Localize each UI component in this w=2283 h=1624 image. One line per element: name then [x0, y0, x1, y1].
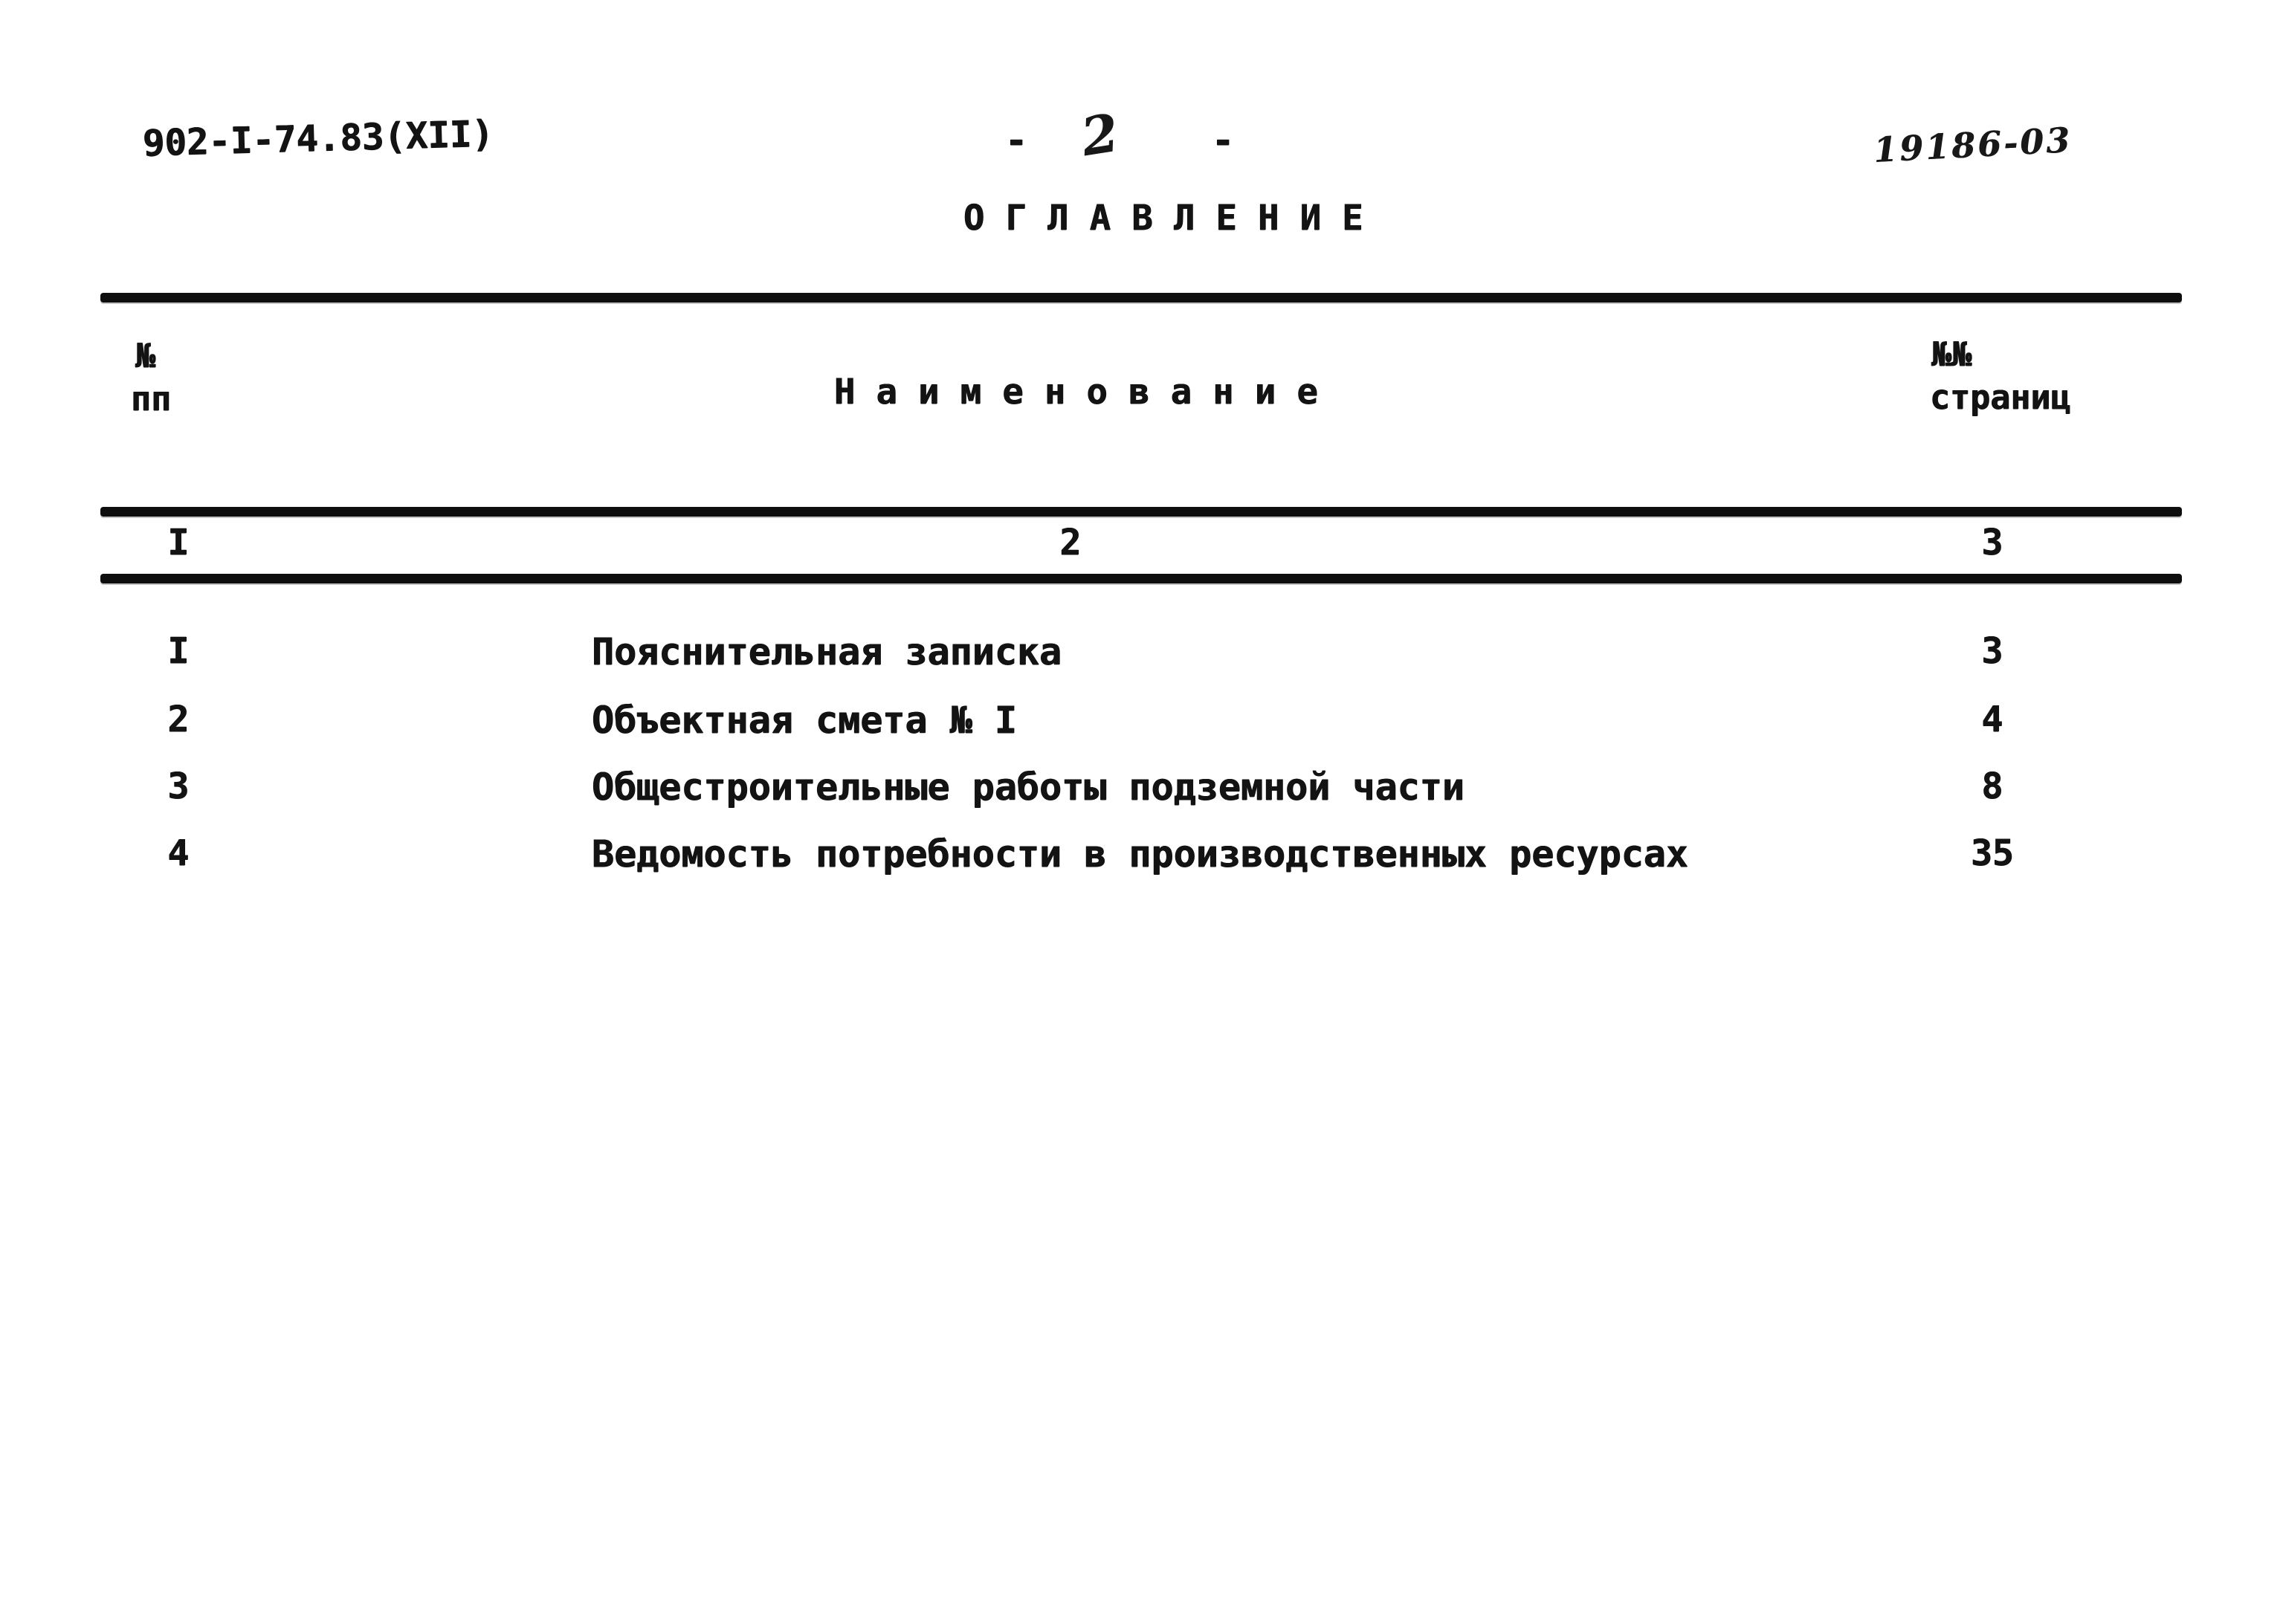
row-page-cell: 3: [1981, 630, 2003, 672]
row-number-cell: 3: [167, 766, 190, 807]
table-rule-under-header: [100, 507, 2182, 517]
table-row: [0, 766, 2283, 810]
page-number-handwritten: 2: [1076, 101, 1123, 169]
header-col-number-line1: №: [135, 336, 156, 375]
document-code: 902-I-74.83(XII): [142, 112, 494, 165]
page-number-dash-left: -: [1005, 119, 1028, 162]
row-name-cell: Объектная смета № I: [592, 699, 1017, 742]
header-col-pages-line1: №№: [1931, 334, 1972, 374]
table-row: [0, 699, 2283, 743]
row-name-cell: Пояснительная записка: [592, 630, 1062, 673]
table-rule-under-index: [100, 574, 2182, 583]
column-index-2: 2: [1059, 522, 1082, 563]
row-number-cell: I: [167, 630, 190, 672]
row-page-cell: 8: [1981, 766, 2003, 807]
row-name-cell: Ведомость потребности в производственных ресурсах: [592, 832, 1689, 876]
row-name-cell: Общестроительные работы подземной части: [592, 766, 1465, 809]
row-number-cell: 2: [167, 699, 190, 740]
row-page-cell: 4: [1981, 699, 2003, 740]
handwritten-code: 19186-03: [1872, 120, 2073, 170]
header-col-name: Н а и м е н о в а н и е: [834, 372, 1318, 413]
table-rule-top: [100, 293, 2182, 303]
table-row: [0, 630, 2283, 675]
table-row: [0, 832, 2283, 877]
column-index-3: 3: [1981, 522, 2003, 563]
page-number-dash-right: -: [1212, 119, 1235, 162]
page-title: О Г Л А В Л Е Н И Е: [963, 198, 1363, 239]
row-number-cell: 4: [167, 832, 190, 874]
row-page-cell: 35: [1971, 832, 2014, 874]
header-col-number-line2: пп: [131, 379, 172, 418]
column-index-1: I: [167, 522, 190, 563]
header-col-pages-line2: страниц: [1930, 378, 2071, 417]
